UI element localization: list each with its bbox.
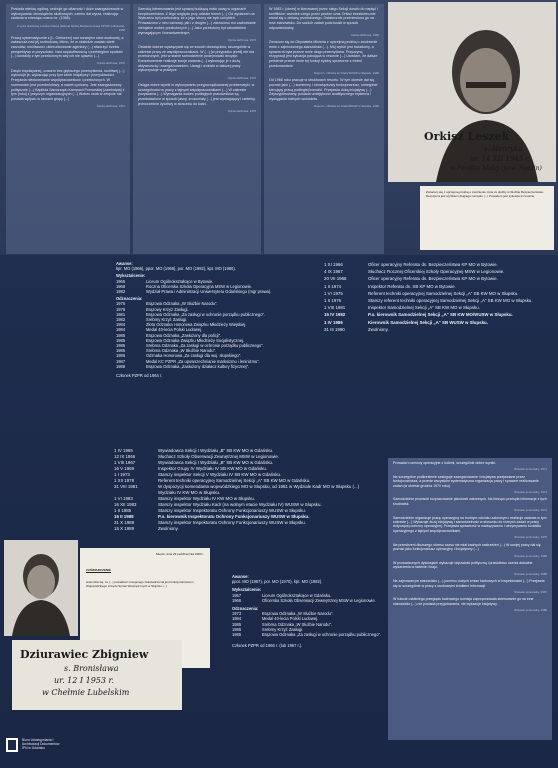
education-list: [116, 279, 306, 295]
dziurawiec-name: Dziurawiec Zbigniew: [20, 648, 149, 661]
item-date: 1984: [116, 322, 126, 328]
item-date: 1986: [116, 348, 126, 354]
dziurawiec-label-card: [12, 640, 182, 710]
awards-heading: Odznaczenia:: [232, 606, 259, 612]
party-membership: Członek PZPR od 1966 r. (lub 1967 r.).: [232, 643, 303, 649]
item-text: Inspektor Samodzielnej Sekcji „A" SB KW MO w Słupsku.: [368, 305, 480, 311]
item-text: Medal KC PZPR „Za upowszechnianie marksizmu i leninizmu".: [146, 358, 260, 364]
list-item: [324, 276, 552, 282]
document-date: Słupsk, dnia 29 października 1980 r.: [155, 552, 204, 556]
quote-source: Opinia służbowa, 1973: [227, 37, 256, 42]
item-date: 1968: [116, 283, 126, 289]
list-item: [116, 289, 306, 294]
item-date: 1957: [232, 592, 242, 598]
quote-text: Od 1966 roku pracuje w strukturach resortu. W tym okresie dał się poznać jako (...) sumienny i obowiązkowy funkcjonariusz, umiejętnie kierujący pracą podległej komórki. Przejawia dużą inicjatywę (...) Zdyscyplinowany, posiada umiejętność analitycznego myślenia i wyciągania trafnych wniosków.: [269, 78, 378, 101]
item-text: Brązowa Odznaka „Zasłużony dla policji".: [146, 332, 222, 338]
item-date: 12 IX 1966: [114, 453, 136, 459]
item-date: 1 IV 1965: [114, 448, 133, 453]
quote-text: Samodzielnie organizuje pracę operacyjną na trudnym odcinku zakonnym i realizuje zadania w tym zakresie (...) Wykazuje dużą inicjatywę i samodzielność w stosunku do różnych zadań w pracy dotyczącej ochrony operacyjnej. Przejawia sprawność w nawiązywaniu i utrzymywaniu kontaktu operacyjnego z tajnymi współpracownikami.: [393, 515, 547, 533]
item-text: Srebrny Krzyż Zasługi.: [146, 317, 188, 323]
item-text: Odznaka Honorowa „Za zasługi dla woj. słupskiego".: [146, 353, 242, 359]
education-heading: Wykształcenie:: [232, 587, 262, 593]
item-date: 1985: [232, 621, 242, 627]
item-text: Brązowa Odznaka „Za zasługi w ochronie porządku publicznego".: [262, 632, 382, 638]
item-date: 1 VIII 1967: [114, 459, 136, 465]
item-text: Zwolniony.: [158, 525, 179, 531]
item-date: 1973: [232, 611, 242, 617]
item-date: 1 XI 1966: [324, 262, 343, 267]
list-item: [324, 269, 552, 275]
item-date: 1985: [116, 337, 126, 343]
item-date: 1 VI 1975: [324, 290, 343, 296]
item-date: 15 II 1988: [114, 513, 134, 519]
item-text: Złota Odznaka Honorowa Związku Młodzieży Wiejskiej.: [146, 322, 247, 328]
list-item: [114, 508, 376, 514]
logo-line: Archiwizacji Dokumentów: [22, 742, 60, 746]
quote-text: Samodzielnie prowadzi rozpracowanie placówek zakonnych. Na bieżąco przesyła informacje z tych środowisk.: [393, 497, 547, 506]
list-item: [114, 520, 376, 526]
item-text: Wywiadowca Sekcji I Wydziału „B" SB KW MO w Gdańsku.: [158, 459, 274, 465]
orkisz-bio: [116, 261, 306, 378]
item-text: Srebrna Odznaka „W Służbie Narodu".: [146, 348, 217, 354]
item-date: 1 I 1973: [114, 471, 130, 477]
item-text: Brązowa Odznaka „Za zasługi w ochronie porządku publicznego".: [146, 311, 266, 317]
quote-text: W trakcie ostatniego przeglądu kadrowego komisja zaproponowała skierowanie go na inne stanowisko (...) nie posiada przygotowania, nie wykazuje inicjatywy.: [393, 597, 534, 606]
item-date: 15 X 1989: [114, 525, 135, 531]
list-item: [324, 262, 552, 268]
item-text: Liceum Ogólnokształcące w Gdańsku.: [262, 592, 332, 598]
item-date: 1985: [232, 632, 242, 638]
item-date: 31 X 1988: [114, 519, 135, 525]
quote-source: Opinia służbowa, 1970: [96, 61, 125, 66]
item-text: Starszy inspektor Sekcji V Wydziału IV SB KW MO w Gdańsku.: [158, 471, 282, 477]
item-text: Liceum Ogólnokształcące w Bytowie.: [146, 278, 214, 284]
item-date: 1 IV 1986: [324, 319, 343, 325]
awans-text: ppor. MO (1967), por. MO (1970), kpt. MO (1982).: [232, 579, 323, 585]
list-item: [114, 484, 376, 490]
quote-source: Wniosek personalny, 1976: [514, 535, 547, 540]
quote-text: Prowadzi rozmowy operacyjne z ludźmi, szczególnie dobre wyniki.: [393, 461, 496, 465]
item-text: Srebrny Krzyż Zasługi.: [262, 626, 304, 632]
item-text: Wywiadowca Sekcji I Wydziału „B" SB KW MO w Gdańsku.: [158, 448, 274, 453]
party-membership: Członek PZPR od 1964 r.: [116, 373, 163, 379]
list-item: [324, 320, 552, 326]
quote-source: Z opinii służbowej Leszka Orzkisa (Referat Służby Bezpieczeństwa KP MO w Bytowie), 1968: [17, 23, 125, 33]
quote-text: Szeroką interesowanie jest sprawą budzącą mało uwag w organach bezpieczeństwa. Z tego względu przy udziale trzech (...) Od wydarzeń na Wybrzeżu był przekonany, że z jego strony nie było uchybień. Prowadzono z nim rozmowy, jak i z drugim (...) zarzucono mu zachowanie nielojalne wobec przełożonych (...) Jako przełożony był człowiekiem wymagającym i konsekwentnym.: [138, 7, 256, 35]
item-text: Kierownik Samodzielnej Sekcji „A" SB WUSW w Słupsku.: [368, 319, 488, 325]
item-date: [114, 490, 158, 496]
list-item: [114, 514, 376, 520]
awards-list: [116, 301, 306, 369]
list-item: [324, 327, 552, 333]
quote-source: Wniosek personalny, 1987: [514, 589, 547, 594]
dziurawiec-birthdate: ur. 12 I 1953 r.: [54, 676, 114, 685]
list-item: [232, 598, 382, 603]
item-date: 1 XII 1978: [114, 477, 135, 483]
quote-source: Opinia służbowa, 1979: [227, 108, 256, 113]
document-text: Zwracam się z uprzejmą prośbą o zwolnienie mnie ze służby w Służbie Bezpieczeństwa. Decyzja ta jest wynikiem długiego namysłu (...) Powodem jest sytuacja w resorcie.: [426, 190, 544, 198]
item-date: 1988: [116, 363, 126, 369]
item-date: 1 II 1985: [114, 507, 132, 513]
list-item: [324, 284, 552, 290]
item-text: Starszy inspektor Inspektoratu Ochrony Funkcjonariuszy WUSW w Słupsku.: [158, 519, 306, 525]
item-text: Srebrna Odznaka „W Służbie Narodu".: [262, 621, 333, 627]
quote-text: Dzięki impulsywnej, czasem bez głębszego przemyślenia, ruchliwej (...) wykonuje je, wykazując przy tym wiele inicjatywy i pomysłowości. Przejawia niedocenianie współpracowników i przełożonych. W rozmowach jest przedmiotowy, a nawet cyniczny. Jest zaangażowany politycznie (...) Kapituła Samorządu Kampanii Pomorskiej [zamknięta] z tym [roku] z przyczyn organizacyjnych (...) Wobec osób w zespole nie posiada wpływu w ramach grupy (...): [11, 68, 125, 101]
item-date: 1984: [232, 616, 242, 622]
item-text: Inspektor Referatu ds. SB KP MO w Bytowie.: [368, 283, 456, 289]
list-item: [232, 632, 382, 637]
list-item: [114, 526, 376, 532]
item-date: 1965: [116, 278, 126, 284]
dziurawiec-quotes-box: [388, 458, 552, 740]
list-item: [114, 448, 376, 454]
list-item: [114, 496, 376, 502]
list-item: [324, 291, 552, 297]
quote-source: Wniosek personalny, 1985: [514, 571, 547, 576]
orkisz-name: Orkisz Leszek: [424, 130, 510, 143]
education-list: [232, 593, 382, 603]
item-text: Brązowy Krzyż Zasługi.: [146, 306, 189, 312]
awans-heading: Awanse:: [116, 261, 133, 266]
list-item: [114, 466, 376, 472]
item-date: 1985: [116, 343, 126, 349]
item-text: Referent techniki operacyjnej Samodzielnej Sekcji „A" SB KW MO w Gdańsku.: [158, 477, 311, 483]
quote-source: Wniosek personalny, 1974: [514, 508, 547, 513]
list-item: [324, 312, 552, 318]
item-date: 16 XII 1983: [114, 501, 137, 507]
quote-column-2: [133, 4, 261, 254]
logo-line: Biuro Udostępniania i: [22, 738, 54, 742]
item-date: 15 IV 1982: [324, 312, 346, 318]
item-text: Brązowa Odznaka „W Służbie Narodu".: [262, 611, 334, 617]
item-date: 1982: [116, 317, 126, 323]
list-item: [114, 490, 376, 496]
quote-text: W 1983 r. [okres] w kierowanej przez niego Sekcji doszło do napięć i konfliktów, wskutek czego przez pewien czas Orkisz bezskutecznie starał się o zmianę przełożonego. Ostatecznie przeniesiono go na inne stanowisko. Do swoich zadań podchodził w sposób odpowiedzialny.: [269, 7, 378, 30]
list-item: [114, 454, 376, 460]
list-item: [114, 478, 376, 484]
item-date: 1981: [116, 311, 126, 317]
item-date: 16 V 1969: [114, 465, 135, 471]
quote-text: Osiąga dobre wyniki w wykonywaniu przyporządkowanej problematyki, w szczególności w pracy z tajnymi współpracownikami (...) W zakresie pozyskania (...) Wymagania wobec podległych pracowników są przedstawione w sposób jasny, zrozumiały (...) jest wymagający i rzetelny, jednocześnie życzliwy w stosunku do ludzi.: [138, 82, 256, 106]
item-text: Wydziału IV KW MO w Słupsku.: [158, 489, 221, 495]
portrait-icon: [4, 540, 78, 636]
quote-text: W prowadzonych dyskusjach wykazuje dojrzałość polityczną i prawidłowo ocenia aktualne wydarzenia w świecie i kraju.: [393, 560, 533, 570]
ipn-logo: [6, 738, 116, 752]
item-date: 1 II 1974: [324, 283, 342, 289]
quote-source: Wniosek personalny, 1983: [514, 553, 547, 558]
item-date: 1987: [116, 358, 126, 364]
item-text: Brązowa Odznaka „W Służbie Narodu".: [146, 301, 218, 307]
list-item: [324, 298, 552, 304]
item-text: Srebrna Odznaka „Za zasługi w ochronie porządku publicznego".: [146, 343, 264, 349]
education-heading: Wykształcenie:: [116, 273, 146, 279]
item-text: W dyspozycji komendanta wojewódzkiego MO w Słupsku, od 1981 w Wydziale Kadr MO w Słupsku (...): [158, 483, 360, 489]
list-item: [114, 460, 376, 466]
item-text: Referent techniki operacyjnej Samodzielnej Sekcji „A" SB KW MO w Słupsku.: [368, 290, 519, 296]
item-date: 1986: [116, 353, 126, 359]
item-date: 4 IX 1967: [324, 269, 343, 275]
item-date: 1966: [232, 597, 242, 603]
list-item: [324, 305, 552, 311]
quote-text: Zwracam się do Obywatela Ministra z uprzejmą prośbą o zwolnienie mnie z zajmowanego stanowiska (...). Mój wybór jest świadomy, a sprawa ta była przeze mnie długo przemyślana. Przyczyną rezygnacji jest sytuacja panująca w resorcie (...) Uważam, że dalsze pełnienie przeze mnie tej funkcji byłoby sprzeczne z moimi przekonaniami.: [269, 40, 378, 68]
item-text: Starszy inspektor Wydziału Kadr (na wolnym etacie Wydziału IV) WUSW w Słupsku.: [158, 501, 322, 507]
quote-text: Ostatnie dobrze wywiązywał się ze swoich obowiązków, szczególnie w zakresie pracy ze współpracownikami. W (...) [w przypadku jeżeli] nie ma przełożonych, jest w stanie samodzielnie podejmować decyzje. Konsekwentnie realizuje swoje zadania (...) wykonując je z dużą aktywnością i zaangażowaniem. Uwagi i wnioski w dalszej pracy wykorzystuje w praktyce.: [138, 44, 255, 73]
orkisz-patronymic: s. Henryka: [484, 145, 523, 153]
item-text: Starszy inspektor Wydziału IV KW MO w Słupsku.: [158, 495, 256, 501]
dziurawiec-portrait-photo: [4, 540, 78, 636]
item-text: Roczna Oficerska Szkoła Operacyjna MSW w Legionowie.: [146, 283, 253, 289]
item-text: Zwolniony.: [368, 326, 389, 332]
awards-list: [232, 611, 382, 637]
list-item: [114, 472, 376, 478]
item-text: Starszy referent techniki operacyjnej Samodzielnej Sekcji „A" SB KW MO w Słupsku.: [368, 297, 533, 303]
item-date: 20 VII 1968: [324, 276, 347, 282]
item-date: 1984: [116, 327, 126, 333]
item-text: Brązowa Odznaka „Zasłużony działacz kultury fizycznej".: [146, 363, 250, 369]
item-date: 1978: [116, 306, 126, 312]
item-date: 1976: [116, 301, 126, 307]
item-date: 1982: [116, 289, 126, 295]
item-text: Wydział Prawa i Administracji Uniwersytetu Gdańskiego (mgr prawa).: [146, 289, 272, 295]
orkisz-birthdate: ur. 14 XII 1945 r.: [470, 155, 531, 163]
orkisz-birthplace: w Porębie Małej (pow. Sędzin): [450, 165, 542, 172]
quote-source: Wniosek personalny, 1971: [514, 467, 547, 472]
quote-source: Raport L. Orkisza do Szefa WUSW w Słupsku, 1990: [314, 104, 379, 109]
awards-heading: Odznaczenia:: [116, 296, 143, 302]
item-date: 1985: [116, 332, 126, 338]
ipn-emblem-icon: [6, 738, 18, 752]
document-text: stwierdza się, że (...) posiadacz niniejszego zaświadczenia jest funkcjonariuszem Wojewódzkiego Urzędu Spraw Wewnętrznych w Słupsku (...): [86, 580, 194, 588]
item-text: Starszy inspektor Inspektoratu Ochrony Funkcjonariuszy WUSW w Słupsku.: [158, 507, 306, 513]
quote-column-1: [6, 4, 130, 254]
item-text: Oficer operacyjny Referatu ds. Bezpieczeństwa KP MO w Bytowie.: [368, 262, 498, 267]
orkisz-document-scan: [420, 186, 554, 250]
item-date: 1985: [232, 626, 242, 632]
item-text: P.o. kierownik Inspektoratu Ochrony Funkcjonariuszy WUSW w Słupsku.: [158, 513, 310, 519]
item-text: Brązowa Odznaka Związku Młodzieży Socjalistycznej.: [146, 337, 245, 343]
item-text: Inspektor Grupy IV Wydziału IV SB KW MO w Gdańsku.: [158, 465, 268, 471]
orkisz-portrait-photo: [388, 2, 556, 182]
item-date: 1 VI 1983: [114, 495, 133, 501]
item-date: 31 III 1990: [324, 326, 345, 332]
item-date: 1 VIII 1981: [324, 305, 346, 311]
awans-heading: Awanse:: [232, 574, 249, 579]
quote-source: Wniosek personalny, 1989: [514, 608, 547, 613]
document-heading: ZAŚWIADCZENIE: [86, 568, 111, 572]
item-text: Słuchacz Szkoły Obserwacji Zewnętrznej MSW w Legionowie.: [158, 453, 280, 459]
logo-line: IPN w Gdańsku: [22, 746, 45, 750]
quote-text: Na szczególne podkreślenie zasługuje zaangażowanie i inicjatywa przejawiane przez funkcjonariusza, a przede wszystkim systematyczna organizacja pracy i sprawne realizowanie zadań (w okresie grudnia 1970 roku).: [393, 474, 539, 488]
quote-text: Na zajmowanym stanowisku (...) pomimo dużych zmian kadrowych w Inspektoracie (...) Przejawia się to szczególnie w pracy z osobowymi źródłami informacji.: [393, 579, 545, 588]
list-item: [114, 502, 376, 508]
quote-text: Posiada wiedzę ogólną, cechuje go oftarność i duże zaangażowanie w wykonywaniu obowiązków służbowych, czemu dał wyraz, realizując zadania w miesiącu marcu br. (1968).: [11, 7, 124, 21]
quote-source: Opinia służbowa, 1976: [227, 75, 256, 80]
item-text: Słuchacz Rocznej Oficerskiej Szkoły Operacyjnej MSW w Legionowie.: [368, 269, 505, 275]
quote-source: Wniosek personalny, 1971: [514, 490, 547, 495]
quote-text: Pracuj systematycznie z [L. Orkiszem] nad rozwojem sieci osobowej, a zwłaszcza nad jej rozbudową. Mimo, że w obsłudze zostało wiele zarzutów, możliwości, ukierunkowanie agentury (...) stworzyć trzeba perspektywy w przyszłości. Nad częstotliwością i przebiegiem spotkań (...) kontakty z tym przełożonym aby ich nie ujawnić (...): [11, 35, 124, 59]
dziurawiec-birthplace: w Chełmie Lubelskim: [42, 688, 130, 697]
dziurawiec-patronymic: s. Bronisława: [64, 664, 119, 673]
item-text: Medal 40-lecia Polski Ludowej.: [146, 327, 203, 333]
item-date: 31 VIII 1981: [114, 483, 138, 489]
quote-column-3: [264, 4, 384, 254]
item-text: Medal 40-lecia Polski Ludowej.: [262, 616, 319, 622]
item-date: 1 II 1976: [324, 297, 342, 303]
item-text: Oficer operacyjny Referatu ds. Bezpieczeństwa KP MO w Bytowie.: [368, 276, 498, 282]
dziurawiec-bio: [232, 574, 382, 648]
item-text: P.o. kierownik Samodzielnej Sekcji „A" SB KW MO/WUSW w Słupsku.: [368, 312, 513, 318]
quote-source: Opinia służbowa, 1971: [96, 104, 125, 109]
quote-text: Na przestrzeni dłuższego okresu czasu nie miał żadnych zastrzeżeń (...) W swojej pracy dał się poznać jako funkcjonariusz operacyjny i inicjatywny (...): [393, 542, 541, 552]
quote-source: Raport L. Orkisza do Szefa WUSW w Słupsku, 1990: [314, 70, 379, 75]
awans-text: kpr. MO (1966), ppor. MO (1968), por. MO (1982), kpt. MO (1986).: [116, 266, 236, 272]
orkisz-timeline: [324, 262, 552, 334]
quote-source: Opinia służbowa, 1983: [350, 32, 379, 37]
item-text: Oficerska Szkoła Obserwacji Zewnętrznej MSW w Legionowie.: [262, 597, 376, 603]
dziurawiec-timeline: [114, 448, 376, 532]
list-item: [116, 364, 306, 369]
